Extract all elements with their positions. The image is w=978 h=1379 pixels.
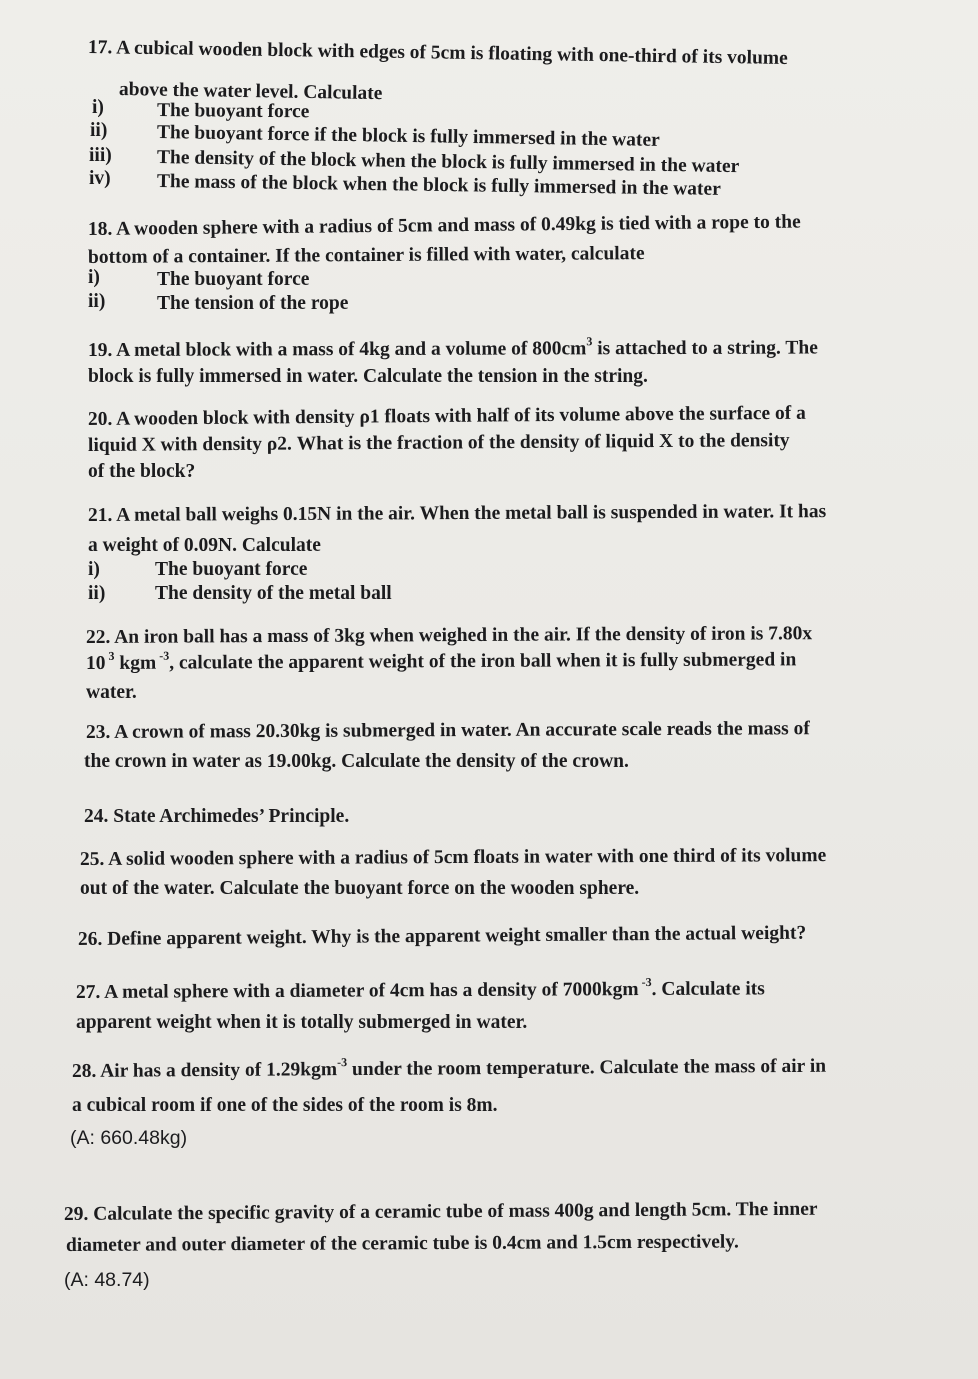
question-27-superscript: -3 [638, 974, 652, 989]
question-21-part-ii-text: The density of the metal ball [155, 583, 392, 604]
question-27-text-1b: . Calculate its [651, 978, 765, 1000]
question-18-line-2: bottom of a container. If the container is filled with water, calculate [87, 243, 645, 268]
question-29-answer: (A: 48.74) [64, 1269, 150, 1291]
question-22-superscript-1: 3 [105, 648, 115, 663]
question-28-superscript: -3 [336, 1054, 348, 1069]
question-19-text-1a: A metal block with a mass of 4kg and a volume of 800cm [116, 338, 587, 361]
question-17-number: 17. [87, 37, 113, 59]
question-21-part-i-text: The buoyant force [155, 559, 308, 580]
question-17-line-2: above the water level. Calculate [118, 79, 383, 105]
question-17-part-ii-label: ii) [90, 120, 108, 141]
question-23-number: 23. [85, 721, 111, 743]
question-29-line-1 [64, 1198, 818, 1227]
question-25-line-2: out of the water. Calculate the buoyant force on the wooden sphere. [80, 878, 640, 899]
question-22-line-1 [86, 622, 812, 650]
question-21-text-1: A metal ball weighs 0.15N in the air. When the metal ball is suspended in water. It has [116, 501, 827, 526]
question-28-answer: (A: 660.48kg) [70, 1127, 188, 1149]
question-20-number: 20. [87, 408, 113, 430]
question-23-line-1 [86, 717, 810, 745]
question-26-line-1 [78, 922, 806, 952]
question-19-line-1 [87, 333, 818, 363]
question-19-line-2: block is fully immersed in water. Calculate the tension in the string. [88, 366, 648, 387]
question-20-line-1 [88, 402, 806, 432]
question-18-part-ii-label: ii) [88, 291, 106, 312]
question-17-part-i-label: i) [92, 97, 104, 118]
question-28-line-1 [72, 1055, 826, 1084]
question-22-text-2c: , calculate the apparent weight of the iron ball when it is fully submerged in [169, 649, 797, 674]
question-21-part-ii-label: ii) [88, 583, 106, 604]
question-17-text-1: A cubical wooden block with edges of 5cm is floating with one-third of its volume [116, 37, 788, 69]
question-22-line-2 [86, 648, 796, 676]
question-18-part-ii-text: The tension of the rope [157, 293, 349, 314]
question-21-line-1 [88, 500, 826, 528]
question-20-line-3: of the block? [88, 461, 196, 482]
question-24-text-1: State Archimedes’ Principle. [113, 806, 350, 827]
question-18-part-i-text: The buoyant force [157, 269, 310, 290]
question-28-text-1a: Air has a density of 1.29kgm [100, 1059, 338, 1082]
question-28-number: 28. [71, 1060, 97, 1082]
question-28-line-2: a cubical room if one of the sides of the room is 8m. [72, 1095, 498, 1116]
question-20-line-2: liquid X with density ρ2. What is the fraction of the density of liquid X to the density [87, 430, 790, 456]
question-27-line-1 [75, 974, 765, 1005]
question-27-text-1a: A metal sphere with a diameter of 4cm has a density of 7000kgm [104, 979, 639, 1003]
question-22-line-3: water. [86, 682, 137, 703]
question-19-number: 19. [87, 339, 113, 361]
question-20-text-1: A wooden block with density ρ1 floats with half of its volume above the surface of a [116, 402, 806, 430]
question-25-line-1 [80, 844, 826, 872]
question-25-number: 25. [79, 848, 105, 870]
question-25-text-1: A solid wooden sphere with a radius of 5cm floats in water with one third of its volume [108, 845, 827, 870]
question-21-number: 21. [87, 504, 113, 526]
question-24-line-1 [84, 805, 349, 829]
question-18-text-1: A wooden sphere with a radius of 5cm and mass of 0.49kg is tied with a rope to the [116, 211, 801, 240]
question-27-line-2: apparent weight when it is totally submerged in water. [76, 1012, 528, 1033]
question-29-number: 29. [63, 1203, 89, 1225]
question-17-part-iii-text: The density of the block when the block is fully immersed in the water [156, 147, 740, 178]
question-19-superscript: 3 [586, 333, 593, 348]
question-18-part-i-label: i) [88, 267, 100, 288]
question-26-text-1: Define apparent weight. Why is the apparent weight smaller than the actual weight? [107, 922, 807, 950]
question-22-superscript-2: -3 [156, 648, 170, 663]
question-19-text-1b: is attached to a string. The [592, 337, 818, 360]
question-17-part-iv-label: iv) [89, 168, 111, 189]
question-22-text-1: An iron ball has a mass of 3kg when weighed in the air. If the density of iron is 7.80x [114, 623, 813, 648]
question-24-number: 24. [84, 806, 109, 827]
question-22-text-2a: 10 [85, 652, 106, 674]
question-29-text-1: Calculate the specific gravity of a ceramic tube of mass 400g and length 5cm. The inner [93, 1198, 818, 1225]
question-23-line-2: the crown in water as 19.00kg. Calculate the density of the crown. [84, 751, 629, 772]
question-17-part-iv-text: The mass of the block when the block is fully immersed in the water [156, 171, 721, 200]
question-18-line-1 [88, 211, 801, 242]
question-26-number: 26. [77, 928, 103, 950]
question-29-line-2: diameter and outer diameter of the ceramic tube is 0.4cm and 1.5cm respectively. [65, 1231, 739, 1256]
question-28-text-1b: under the room temperature. Calculate the mass of air in [347, 1055, 827, 1081]
question-17-part-i-text: The buoyant force [156, 100, 310, 123]
question-22-number: 22. [85, 626, 111, 648]
question-18-number: 18. [87, 218, 113, 240]
question-21-part-i-label: i) [88, 559, 100, 580]
question-21-line-2: a weight of 0.09N. Calculate [88, 535, 321, 556]
question-23-text-1: A crown of mass 20.30kg is submerged in water. An accurate scale reads the mass of [114, 718, 810, 743]
question-27-number: 27. [75, 981, 101, 1003]
question-17-part-iii-label: iii) [89, 145, 112, 166]
question-17-line-1 [88, 36, 788, 71]
question-17-part-ii-text: The buoyant force if the block is fully immersed in the water [156, 122, 660, 151]
question-22-text-2b: kgm [114, 652, 157, 674]
